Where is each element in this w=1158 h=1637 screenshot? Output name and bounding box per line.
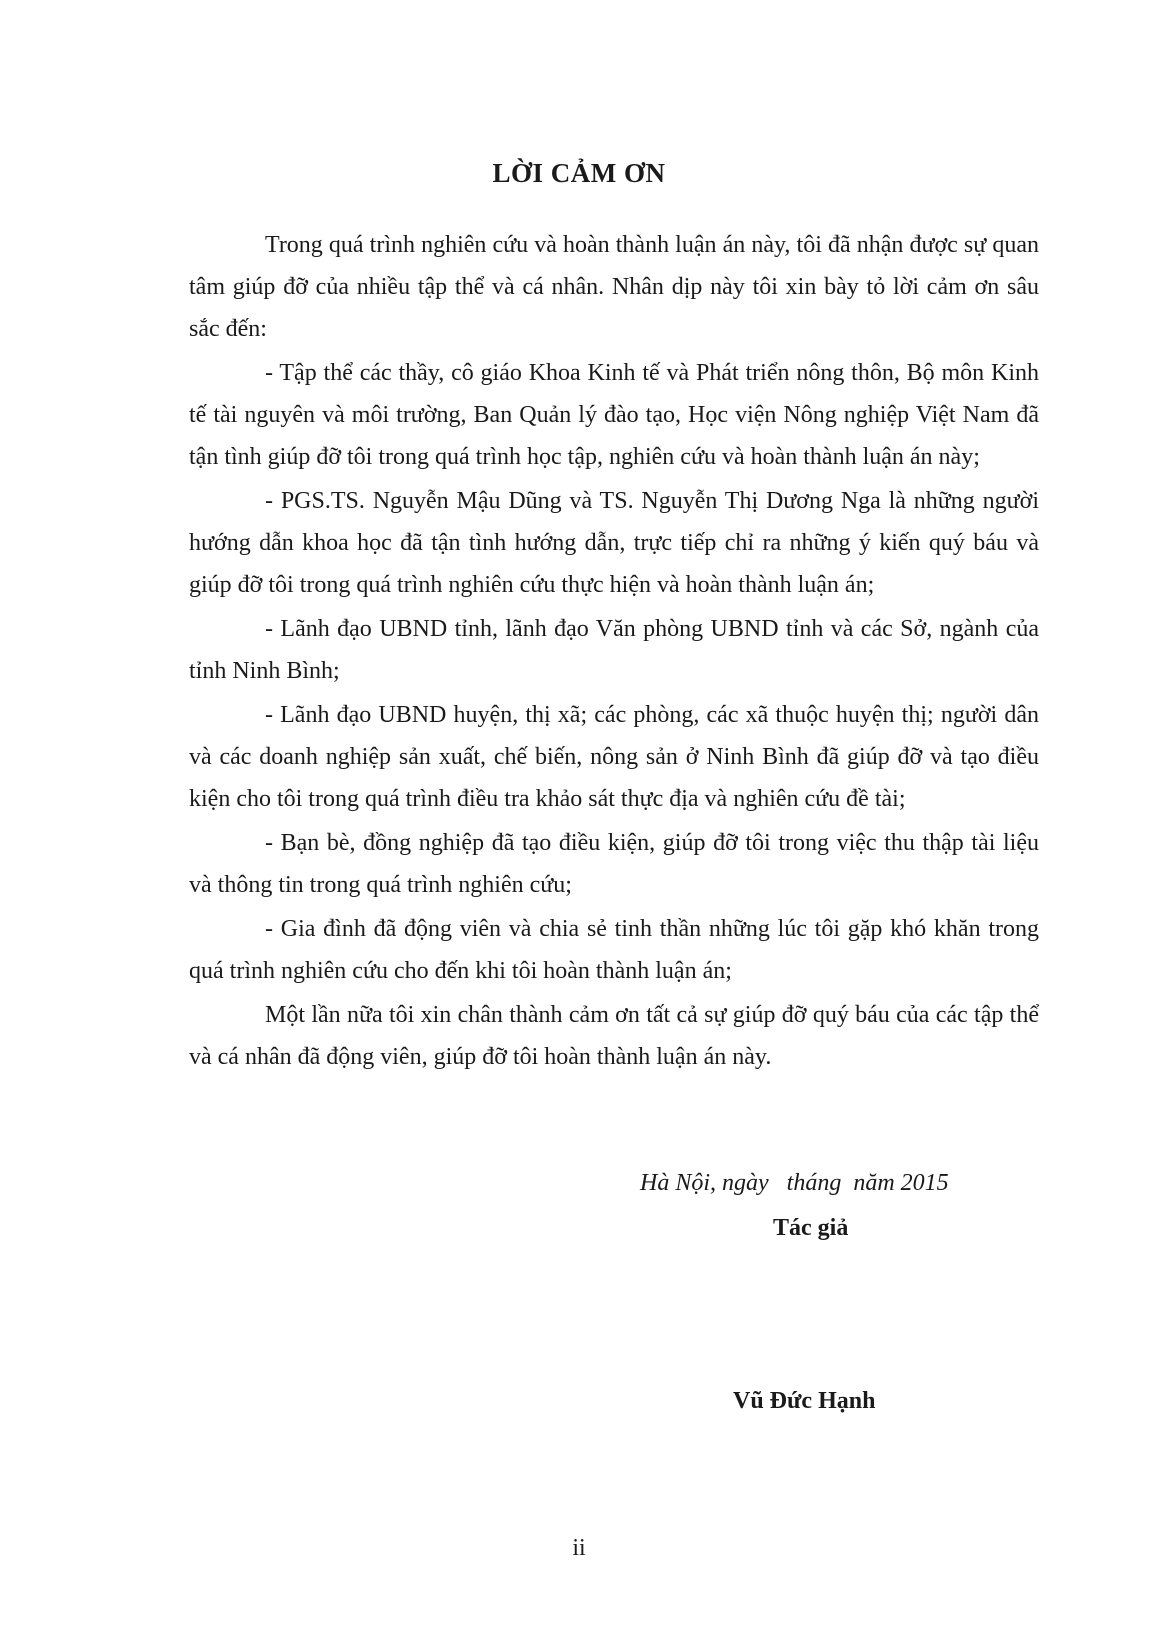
acknowledgement-body: [189, 224, 1039, 1080]
place-date-line: Hà Nội, ngày tháng năm 2015: [640, 1170, 949, 1196]
paragraph-province-leaders: - Lãnh đạo UBND tỉnh, lãnh đạo Văn phòng UBND tỉnh và các Sở, ngành của tỉnh Ninh Bình;: [189, 616, 1039, 684]
paragraph-faculty: - Tập thể các thầy, cô giáo Khoa Kinh tế và Phát triển nông thôn, Bộ môn Kinh tế tài nguyên và môi trường, Ban Quản lý đào tạo, Học viện Nông nghiệp Việt Nam đã tận tình giúp đỡ tôi trong quá trình học tập, nghiên cứu và hoàn thành luận án này;: [189, 360, 1039, 470]
author-name: Vũ Đức Hạnh: [733, 1388, 876, 1414]
page-number: ii: [572, 1535, 586, 1561]
paragraph-colleagues: - Bạn bè, đồng nghiệp đã tạo điều kiện, giúp đỡ tôi trong việc thu thập tài liệu và thông tin trong quá trình nghiên cứu;: [189, 830, 1039, 898]
paragraph-family: - Gia đình đã động viên và chia sẻ tinh thần những lúc tôi gặp khó khăn trong quá trình nghiên cứu cho đến khi tôi hoàn thành luận án;: [189, 916, 1039, 984]
paragraph-closing: Một lần nữa tôi xin chân thành cảm ơn tất cả sự giúp đỡ quý báu của các tập thể và cá nhân đã động viên, giúp đỡ tôi hoàn thành luận án này.: [189, 1002, 1039, 1070]
author-label: Tác giả: [773, 1215, 849, 1241]
paragraph-district-leaders: - Lãnh đạo UBND huyện, thị xã; các phòng, các xã thuộc huyện thị; người dân và các doanh nghiệp sản xuất, chế biến, nông sản ở Ninh Bình đã giúp đỡ và tạo điều kiện cho tôi trong quá trình điều tra khảo sát thực địa và nghiên cứu đề tài;: [189, 702, 1039, 812]
paragraph-supervisors: - PGS.TS. Nguyễn Mậu Dũng và TS. Nguyễn Thị Dương Nga là những người hướng dẫn khoa học đã tận tình hướng dẫn, trực tiếp chỉ ra những ý kiến quý báu và giúp đỡ tôi trong quá trình nghiên cứu thực hiện và hoàn thành luận án;: [189, 488, 1039, 598]
page-title: LỜI CẢM ƠN: [492, 158, 666, 188]
paragraph-intro: Trong quá trình nghiên cứu và hoàn thành luận án này, tôi đã nhận được sự quan tâm giúp đỡ của nhiều tập thể và cá nhân. Nhân dịp này tôi xin bày tỏ lời cảm ơn sâu sắc đến:: [189, 232, 1039, 342]
